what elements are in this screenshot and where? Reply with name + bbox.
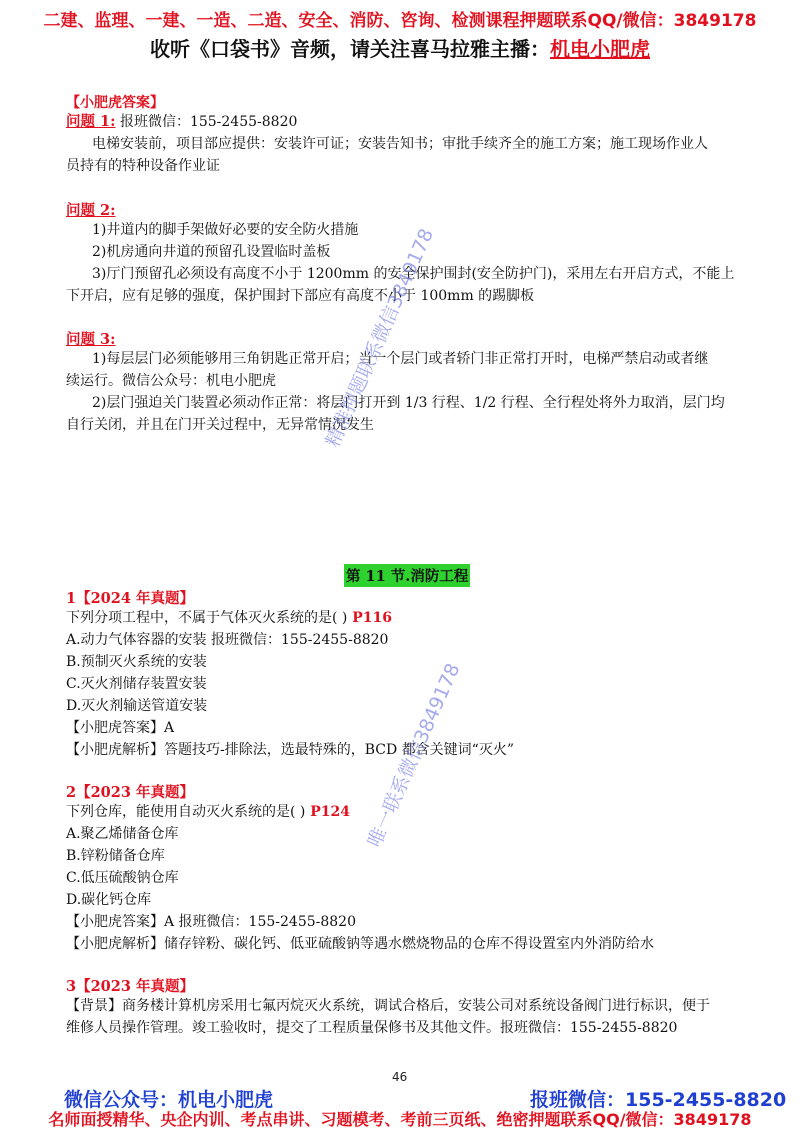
header-promo-line: 二建、监理、一建、一造、二造、安全、消防、咨询、检测课程押题联系QQ/微信：3849178 [43, 11, 757, 31]
watermark-upper: 精准押题联系微信3849178 [321, 225, 438, 451]
q3-title: 问题 3: [66, 331, 116, 348]
question-1-page-ref: P116 [347, 610, 392, 626]
section-title: 第 11 节.消防工程 [344, 564, 470, 587]
question-2-option-b: B.锌粉储备仓库 [66, 848, 165, 864]
question-2-analysis: 【小肥虎解析】储存锌粉、碳化钙、低亚硫酸钠等遇水燃烧物品的仓库不得设置室内外消防给水 [66, 936, 654, 952]
q2-item-2: 2)机房通向井道的预留孔设置临时盖板 [92, 244, 331, 260]
question-3-tag: 【2023 年真题】 [76, 978, 194, 995]
q2-item-1: 1)井道内的脚手架做好必要的安全防火措施 [92, 222, 359, 238]
question-1-analysis: 【小肥虎解析】答题技巧-排除法，选最特殊的，BCD 都含关键词“灭火” [66, 742, 514, 758]
q1-heading-line [66, 113, 297, 131]
q1-title: 问题 1: [66, 113, 116, 130]
question-1-answer: 【小肥虎答案】A [66, 720, 175, 736]
q3-item-2-cont: 自行关闭，并且在门开关过程中，无异常情况发生 [66, 417, 374, 433]
question-1-option-a: A.动力气体容器的安装 报班微信：155-2455-8820 [66, 632, 389, 648]
question-1-option-d: D.灭火剂输送管道安装 [66, 698, 208, 714]
question-3-background-line-1: 【背景】商务楼计算机房采用七氟丙烷灭火系统，调试合格后，安装公司对系统设备阀门进行标识，便于 [66, 998, 710, 1014]
question-2-stem: 下列仓库，能使用自动灭火系统的是( ) [66, 804, 306, 820]
question-2-number: 2 [66, 784, 77, 801]
question-2-answer: 【小肥虎答案】A 报班微信：155-2455-8820 [66, 914, 357, 930]
question-2-option-c: C.低压硫酸钠仓库 [66, 870, 179, 886]
question-2-page-ref: P124 [305, 804, 350, 820]
q3-item-1: 1)每层层门必须能够用三角钥匙正常开启；当一个层门或者轿门非正常打开时，电梯严禁启动或者继 [92, 351, 709, 367]
footer-enroll-wechat: 报班微信：155-2455-8820 [530, 1089, 787, 1111]
q2-item-3: 3)厅门预留孔必须设有高度不小于 1200mm 的安全保护围封(安全防护门)，采用左右开启方式，不能上 [92, 266, 735, 282]
question-1-tag: 【2024 年真题】 [76, 590, 194, 607]
q1-line-2: 员持有的特种设备作业证 [66, 158, 220, 174]
question-3-background-line-2: 维修人员操作管理。竣工验收时，提交了工程质量保修书及其他文件。报班微信：155-2455-8820 [66, 1020, 678, 1036]
q2-item-3-cont: 下开启，应有足够的强度，保护围封下部应有高度不小于 100mm 的踢脚板 [66, 288, 535, 304]
q2-title: 问题 2: [66, 202, 116, 219]
q3-item-1-cont: 续运行。微信公众号：机电小肥虎 [66, 373, 276, 389]
q1-contact: 报班微信：155-2455-8820 [115, 114, 298, 130]
question-1-option-c: C.灭火剂储存装置安装 [66, 676, 207, 692]
question-2-option-d: D.碳化钙仓库 [66, 892, 152, 908]
watermark-lower: 唯一联系微信3849178 [363, 660, 465, 851]
footer-wechat-official: 微信公众号：机电小肥虎 [64, 1089, 274, 1111]
page-number: 46 [392, 1070, 408, 1084]
question-1-stem: 下列分项工程中，不属于气体灭火系统的是( ) [66, 610, 348, 626]
question-1-number: 1 [66, 590, 77, 607]
podcast-prefix: 收听《口袋书》音频，请关注喜马拉雅主播： [150, 37, 550, 61]
header-podcast-line [0, 33, 800, 62]
question-3-number: 3 [66, 978, 77, 995]
podcast-host-link[interactable]: 机电小肥虎 [550, 37, 650, 61]
question-1-option-b: B.预制灭火系统的安装 [66, 654, 207, 670]
answer-label: 【小肥虎答案】 [66, 95, 164, 111]
question-1-header [66, 587, 194, 608]
footer-promo-line: 名师面授精华、央企内训、考点串讲、习题模考、考前三页纸、绝密押题联系QQ/微信：3849178 [48, 1110, 752, 1129]
q3-item-2: 2)层门强迫关门装置必须动作正常：将层门打开到 1/3 行程、1/2 行程、全行程处将外力取消，层门均 [92, 395, 725, 411]
question-2-option-a: A.聚乙烯储备仓库 [66, 826, 179, 842]
question-2-stem-line [66, 803, 350, 821]
question-2-tag: 【2023 年真题】 [76, 784, 194, 801]
question-3-header [66, 975, 194, 996]
question-1-stem-line [66, 609, 392, 627]
question-2-header [66, 781, 194, 802]
q1-line-1: 电梯安装前，项目部应提供：安装许可证；安装告知书；审批手续齐全的施工方案；施工现场作业人 [92, 136, 708, 152]
